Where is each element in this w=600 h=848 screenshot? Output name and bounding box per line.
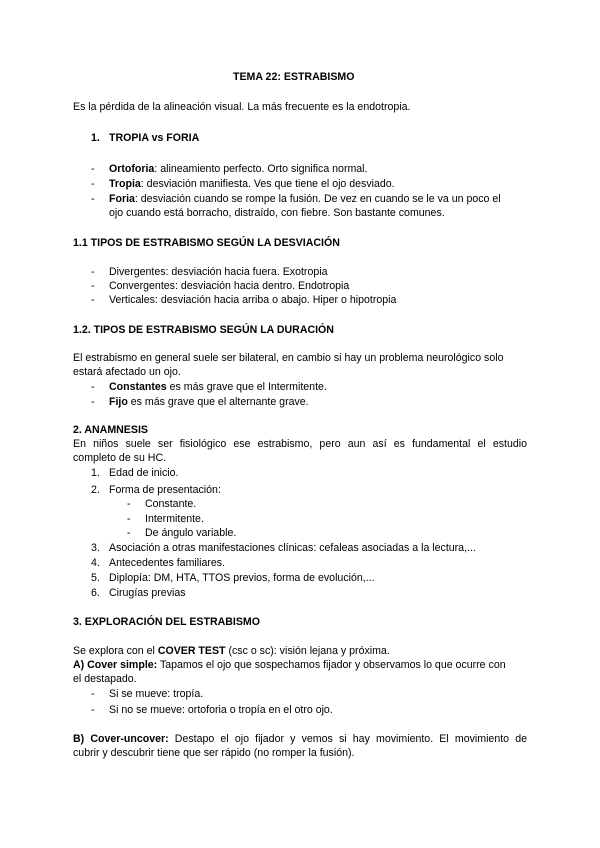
term: Tropia (109, 178, 141, 190)
text: Se explora con el (73, 645, 158, 657)
bullet-dash: - (127, 498, 131, 510)
bullet-dash: - (91, 294, 95, 306)
list-item: Diplopía: DM, HTA, TTOS previos, forma de evolución,... (109, 572, 375, 584)
section-3-heading: 3. EXPLORACIÓN DEL ESTRABISMO (73, 616, 260, 628)
cover-uncover-label: B) Cover-uncover: (73, 733, 169, 745)
list-item: Antecedentes familiares. (109, 557, 226, 569)
bullet-dash: - (127, 527, 131, 539)
list-number: 5. (91, 572, 100, 584)
bullet-dash: - (91, 704, 95, 716)
term: Fijo (109, 396, 128, 408)
list-number: 1. (91, 467, 100, 479)
list-item-fijo (109, 396, 309, 409)
list-item: Convergentes: desviación hacia dentro. Endotropia (109, 280, 350, 292)
cover-simple-label: A) Cover simple: (73, 659, 158, 671)
paragraph-line: El estrabismo en general suele ser bilateral, en cambio si hay un problema neurológico solo (73, 352, 504, 364)
list-number: 3. (91, 542, 100, 554)
list-item-ortoforia (109, 163, 367, 176)
definition: : desviación manifiesta. Ves que tiene el ojo desviado. (140, 178, 395, 190)
cover-test-label: COVER TEST (157, 645, 226, 657)
bullet-dash: - (91, 688, 95, 700)
list-item-foria-continuation: ojo cuando está borracho, distraído, con fiebre. Son bastante comunes. (109, 207, 445, 219)
list-item: Cirugías previas (109, 587, 186, 599)
cover-test-line (73, 645, 390, 658)
bullet-dash: - (91, 266, 95, 278)
section-2-heading: 2. ANAMNESIS (73, 424, 148, 436)
list-number: 6. (91, 587, 100, 599)
list-item: Verticales: desviación hacia arriba o abajo. Hiper o hipotropia (109, 294, 397, 306)
sub-list-item: De ángulo variable. (145, 527, 237, 539)
paragraph-line: En niños suele ser fisiológico ese estrabismo, pero aun así es fundamental el estudio (73, 438, 527, 450)
list-item-foria (109, 193, 501, 206)
intro-paragraph: Es la pérdida de la alineación visual. La más frecuente es la endotropia. (73, 101, 411, 113)
bullet-dash: - (91, 193, 95, 205)
term: Foria (109, 193, 135, 205)
paragraph-line: el destapado. (73, 673, 137, 685)
bullet-dash: - (91, 178, 95, 190)
section-1-number: 1. (91, 132, 100, 144)
list-number: 2. (91, 484, 100, 496)
list-number: 4. (91, 557, 100, 569)
list-item-tropia (109, 178, 395, 191)
list-item: Si se mueve: tropía. (109, 688, 204, 700)
bullet-dash: - (91, 163, 95, 175)
sub-list-item: Constante. (145, 498, 197, 510)
paragraph-line: completo de su HC. (73, 452, 167, 464)
paragraph-line: cubrir y descubrir tiene que ser rápido (no romper la fusión). (73, 747, 355, 759)
list-item: Divergentes: desviación hacia fuera. Exotropia (109, 266, 328, 278)
sub-list-item: Intermitente. (145, 513, 204, 525)
bullet-dash: - (127, 513, 131, 525)
text: Tapamos el ojo que sospechamos fijador y observamos lo que ocurre con (157, 659, 506, 671)
list-item: Si no se mueve: ortoforia o tropía en el otro ojo. (109, 704, 333, 716)
term: Ortoforia (109, 163, 155, 175)
cover-uncover-line (73, 733, 527, 746)
section-1-1-heading: 1.1 TIPOS DE ESTRABISMO SEGÚN LA DESVIACIÓN (73, 237, 340, 249)
list-item: Forma de presentación: (109, 484, 221, 496)
section-1-2-heading: 1.2. TIPOS DE ESTRABISMO SEGÚN LA DURACIÓN (73, 324, 334, 336)
section-1-heading: TROPIA vs FORIA (109, 132, 200, 144)
definition: : desviación cuando se rompe la fusión. De vez en cuando se le va un poco el (134, 193, 501, 205)
bullet-dash: - (91, 381, 95, 393)
list-item: Edad de inicio. (109, 467, 179, 479)
list-item: Asociación a otras manifestaciones clínicas: cefaleas asociadas a la lectura,... (109, 542, 476, 554)
bullet-dash: - (91, 280, 95, 292)
term: Constantes (109, 381, 167, 393)
text: Destapo el ojo fijador y vemos si hay movimiento. El movimiento de (168, 733, 527, 745)
bullet-dash: - (91, 396, 95, 408)
page-title: TEMA 22: ESTRABISMO (233, 71, 355, 83)
list-item-constantes (109, 381, 327, 394)
paragraph-line: estará afectado un ojo. (73, 366, 181, 378)
definition: : alineamiento perfecto. Orto significa normal. (154, 163, 368, 175)
definition: es más grave que el Intermitente. (166, 381, 327, 393)
definition: es más grave que el alternante grave. (127, 396, 309, 408)
cover-simple-line (73, 659, 506, 672)
text: (csc o sc): visión lejana y próxima. (225, 645, 390, 657)
